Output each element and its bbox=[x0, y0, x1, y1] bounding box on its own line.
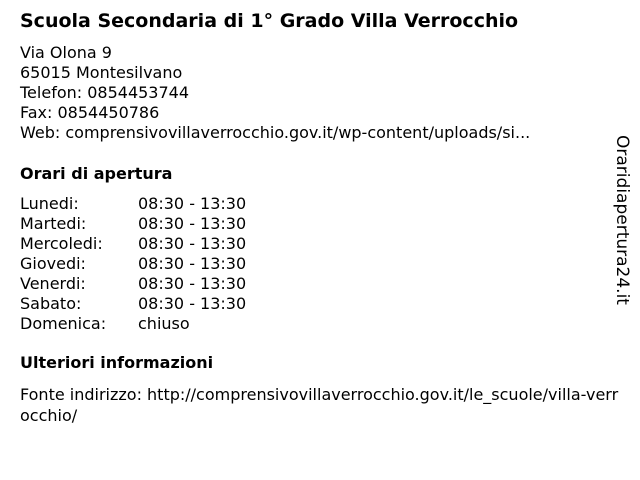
page-title: Scuola Secondaria di 1° Grado Villa Verrocchio bbox=[20, 10, 519, 32]
hours-row-wednesday bbox=[20, 234, 320, 254]
city-postal: 65015 Montesilvano bbox=[20, 63, 183, 82]
hours-row-tuesday bbox=[20, 214, 320, 234]
source-address-text[interactable]: Fonte indirizzo: http://comprensivovillaverrocchio.gov.it/le_scuole/villa-verrocchio/ bbox=[20, 385, 619, 425]
time-value: 08:30 - 13:30 bbox=[138, 294, 247, 313]
address-block bbox=[20, 43, 530, 143]
opening-hours-heading: Orari di apertura bbox=[20, 164, 173, 183]
time-value: chiuso bbox=[138, 314, 190, 333]
website-link[interactable]: Web: comprensivovillaverrocchio.gov.it/wp-content/uploads/si... bbox=[20, 123, 531, 142]
time-value: 08:30 - 13:30 bbox=[138, 214, 247, 233]
street-address: Via Olona 9 bbox=[20, 43, 112, 62]
time-value: 08:30 - 13:30 bbox=[138, 234, 247, 253]
hours-row-saturday bbox=[20, 294, 320, 314]
time-value: 08:30 - 13:30 bbox=[138, 274, 247, 293]
day-label: Venerdi: bbox=[20, 274, 86, 293]
day-label: Mercoledi: bbox=[20, 234, 103, 253]
day-label: Martedi: bbox=[20, 214, 87, 233]
further-info-heading: Ulteriori informazioni bbox=[20, 353, 214, 372]
hours-row-sunday bbox=[20, 314, 320, 334]
fax-number: Fax: 0854450786 bbox=[20, 103, 160, 122]
time-value: 08:30 - 13:30 bbox=[138, 254, 247, 273]
time-value: 08:30 - 13:30 bbox=[138, 194, 247, 213]
day-label: Sabato: bbox=[20, 294, 82, 313]
watermark-text: Oraridiapertura24.it bbox=[612, 135, 632, 305]
day-label: Giovedi: bbox=[20, 254, 86, 273]
hours-row-friday bbox=[20, 274, 320, 294]
hours-row-thursday bbox=[20, 254, 320, 274]
opening-hours-table bbox=[20, 194, 320, 334]
hours-row-monday bbox=[20, 194, 320, 214]
day-label: Domenica: bbox=[20, 314, 107, 333]
day-label: Lunedi: bbox=[20, 194, 79, 213]
phone-number[interactable]: Telefon: 0854453744 bbox=[20, 83, 190, 102]
